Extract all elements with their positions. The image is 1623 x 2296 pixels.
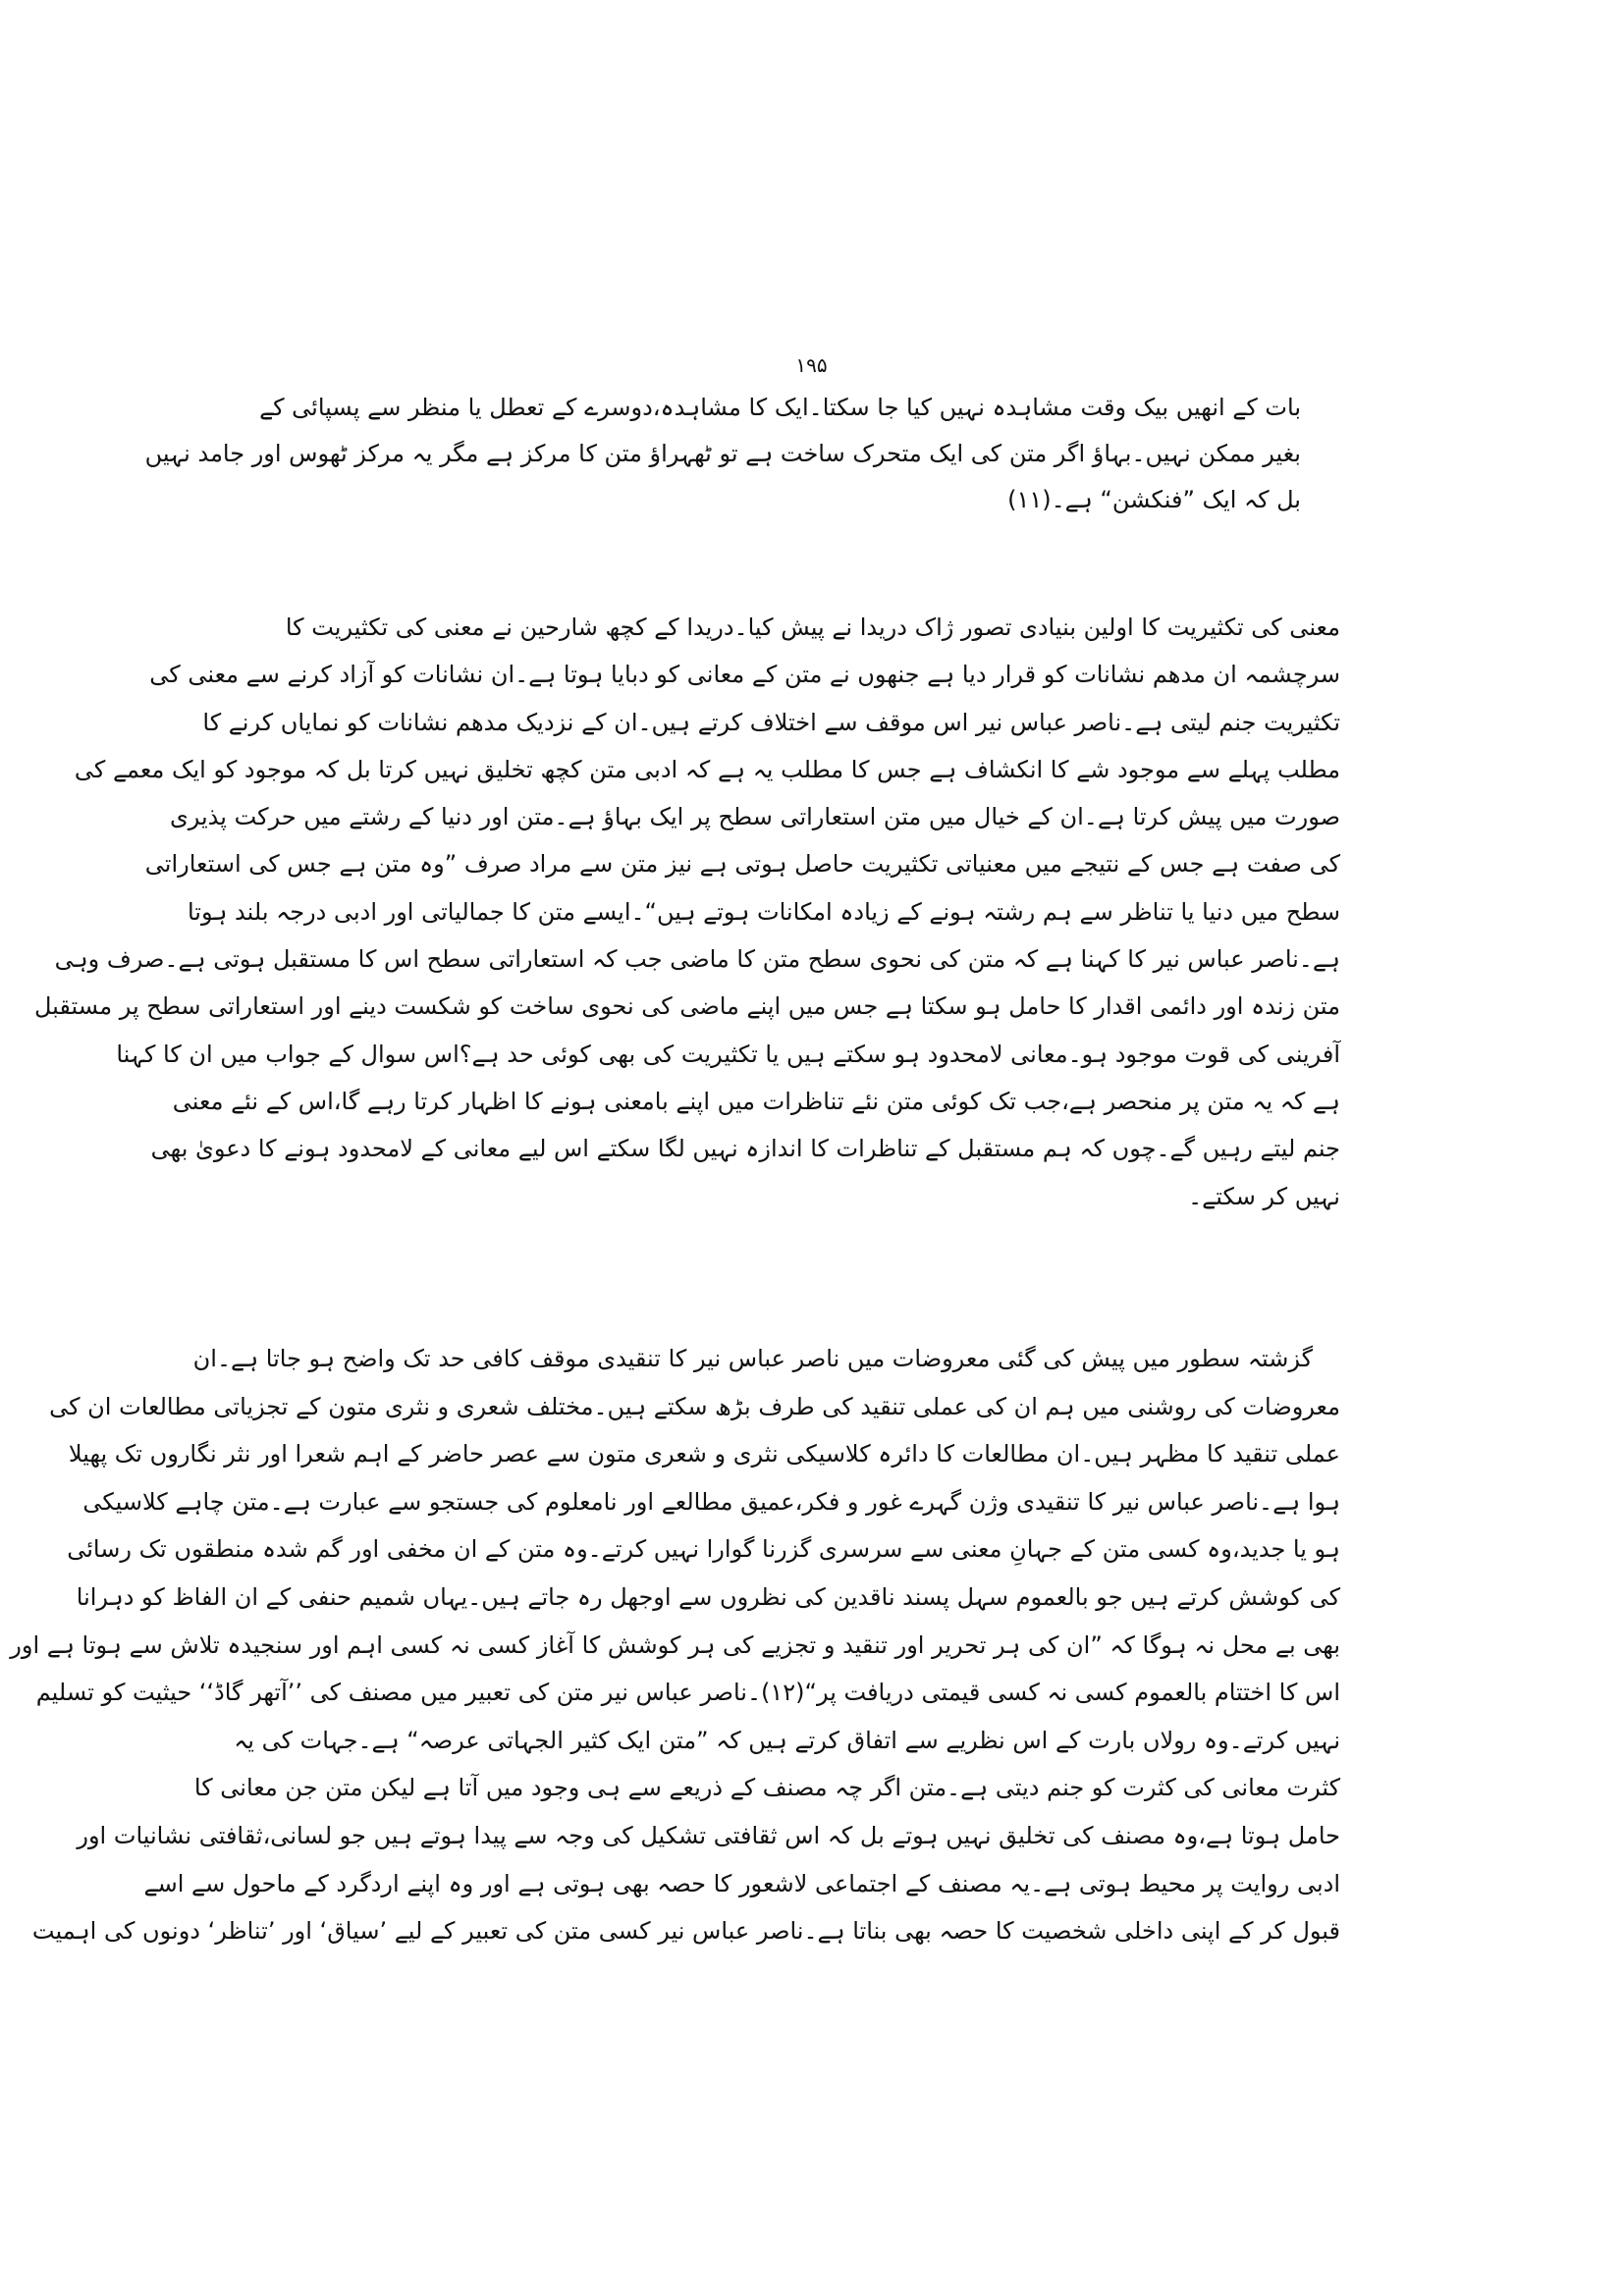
paragraph-line: کثرت معانی کی کثرت کو جنم دیتی ہے۔متن اگر چہ مصنف کے ذریعے سے ہی وجود میں آتا ہے لیکن متن جن معانی کا — [193, 1774, 1340, 1802]
paragraph-line: ہے۔ناصر عباس نیر کا کہنا ہے کہ متن کی نحوی سطح متن کا ماضی جب کہ استعاراتی سطح اس کا مستقبل ہوتی ہے۔صرف وہی — [54, 945, 1340, 974]
paragraph-line: معنی کی تکثیریت کا اولین بنیادی تصور ژاک دریدا نے پیش کیا۔دریدا کے کچھ شارحین نے معنی کی تکثیریت کا — [285, 614, 1340, 641]
paragraph-line: اس کا اختتام بالعموم کسی نہ کسی قیمتی دریافت پر“(۱۲)۔ناصر عباس نیر متن کی تعبیر میں مصنف کی ’’آتھر گاڈ‘‘ حیثیت کو تسلیم — [35, 1679, 1340, 1707]
quote-line: بل کہ ایک ”فنکشن“ ہے۔(۱۱) — [1007, 486, 1301, 513]
paragraph-line: آفرینی کی قوت موجود ہو۔معانی لامحدود ہو سکتے ہیں یا تکثیریت کی بھی کوئی حد ہے؟اس سوال کے جواب میں ان کا کہنا — [116, 1040, 1340, 1068]
block-quote — [144, 385, 1301, 523]
quote-line: بات کے انھیں بیک وقت مشاہدہ نہیں کیا جا سکتا۔ایک کا مشاہدہ،دوسرے کے تعطل یا منظر سے پسپائی کے — [259, 394, 1301, 421]
paragraph-line: بھی بے محل نہ ہوگا کہ ”ان کی ہر تحریر اور تنقید و تجزیے کی ہر کوشش کا آغاز کسی نہ کسی اہم اور سنجیدہ تلاش سے ہوتا ہے اور — [10, 1630, 1340, 1659]
paragraph-line: ہے کہ یہ متن پر منحصر ہے،جب تک کوئی متن نئے تناظرات میں اپنے بامعنی ہونے کا اظہار کرتا رہے گا،اس کے نئے معنی — [172, 1087, 1340, 1115]
paragraph-line: کی کوشش کرتے ہیں جو بالعموم سہل پسند ناقدین کی نظروں سے اوجھل رہ جاتے ہیں۔یہاں شمیم حنفی کے ان الفاظ کو دہرانا — [76, 1582, 1340, 1611]
paragraph-line: نہیں کر سکتے۔ — [1188, 1182, 1340, 1210]
page-number: ۱۹۵ — [795, 353, 828, 377]
quote-line: بغیر ممکن نہیں۔بہاؤ اگر متن کی ایک متحرک ساخت ہے تو ٹھہراؤ متن کا مرکز ہے مگر یہ مرکز ٹھوس اور جامد نہیں — [144, 440, 1301, 467]
paragraph-line: سطح میں دنیا یا تناظر سے ہم رشتہ ہونے کے زیادہ امکانات ہوتے ہیں“۔ایسے متن کا جمالیاتی اور ادبی درجہ بلند ہوتا — [187, 897, 1340, 926]
paragraph-line: تکثیریت جنم لیتی ہے۔ناصر عباس نیر اس موقف سے اختلاف کرتے ہیں۔ان کے نزدیک مدھم نشانات کو نمایاں کرنے کا — [202, 708, 1340, 736]
paragraph-line: متن زندہ اور دائمی اقدار کا حامل ہو سکتا ہے جس میں اپنے ماضی کی نحوی ساخت کو شکست دینے اور استعاراتی سطح پر مستقبل — [34, 992, 1340, 1021]
paragraph-line: مطلب پہلے سے موجود شے کا انکشاف ہے جس کا مطلب یہ ہے کہ ادبی متن کچھ تخلیق نہیں کرتا بل کہ موجود کو ایک معمے کی — [74, 755, 1340, 783]
paragraph-line: ہوا ہے۔ناصر عباس نیر کا تنقیدی وژن گہرے غور و فکر،عمیق مطالعے اور نامعلوم کی جستجو سے عبارت ہے۔متن چاہے کلاسیکی — [82, 1487, 1340, 1516]
paragraph-line: قبول کر کے اپنی داخلی شخصیت کا حصہ بھی بناتا ہے۔ناصر عباس نیر کسی متن کی تعبیر کے لیے ’سیاق‘ اور ’تناظر‘ دونوں کی اہمیت — [31, 1917, 1340, 1946]
paragraph-line: عملی تنقید کا مظہر ہیں۔ان مطالعات کا دائرہ کلاسیکی نثری و شعری متون سے عصر حاضر کے اہم شعرا اور نثر نگاروں تک پھیلا — [68, 1440, 1340, 1468]
paragraph-line: حامل ہوتا ہے،وہ مصنف کی تخلیق نہیں ہوتے بل کہ اس ثقافتی تشکیل کی وجہ سے پیدا ہوتے ہیں جو لسانی،ثقافتی نشانیات اور — [77, 1821, 1340, 1849]
paragraph-line: گزشتہ سطور میں پیش کی گئی معروضات میں ناصر عباس نیر کا تنقیدی موقف کافی حد تک واضح ہو جاتا ہے۔ان — [192, 1345, 1313, 1372]
paragraph-line: معروضات کی روشنی میں ہم ان کی عملی تنقید کی طرف بڑھ سکتے ہیں۔مختلف شعری و نثری متون کے تجزیاتی مطالعات ان کی — [49, 1392, 1340, 1420]
paragraph-line: جنم لیتے رہیں گے۔چوں کہ ہم مستقبل کے تناظرات کا اندازہ نہیں لگا سکتے اس لیے معانی کے لامحدود ہونے کا دعویٰ بھی — [150, 1135, 1340, 1163]
paragraph-line: نہیں کرتے۔وہ رولاں بارت کے اس نظریے سے اتفاق کرتے ہیں کہ ”متن ایک کثیر الجہاتی عرصہ“ ہے۔جہات کی یہ — [234, 1726, 1340, 1754]
paragraph-2 — [10, 1335, 1340, 1955]
paragraph-line: کی صفت ہے جس کے نتیجے میں معنیاتی تکثیریت حاصل ہوتی ہے نیز متن سے مراد صرف ”وہ متن ہے جس کی استعاراتی — [144, 850, 1340, 879]
paragraph-line: صورت میں پیش کرتا ہے۔ان کے خیال میں متن استعاراتی سطح پر ایک بہاؤ ہے۔متن اور دنیا کے رشتے میں حرکت پذیری — [169, 803, 1340, 831]
paragraph-line: سرچشمہ ان مدھم نشانات کو قرار دیا ہے جنھوں نے متن کے معانی کو دبایا ہوتا ہے۔ان نشانات کو آزاد کرنے سے معنی کی — [149, 661, 1340, 689]
paragraph-line: ادبی روایت پر محیط ہوتی ہے۔یہ مصنف کے اجتماعی لاشعور کا حصہ بھی ہوتی ہے اور وہ اپنے اردگرد کے ماحول سے اسے — [143, 1869, 1340, 1897]
paragraph-line: ہو یا جدید،وہ کسی متن کے جہانِ معنی سے سرسری گزرنا گوارا نہیں کرتے۔وہ متن کے ان مخفی اور گم شدہ منطقوں تک رسائی — [67, 1535, 1340, 1564]
paragraph-1 — [34, 604, 1340, 1220]
